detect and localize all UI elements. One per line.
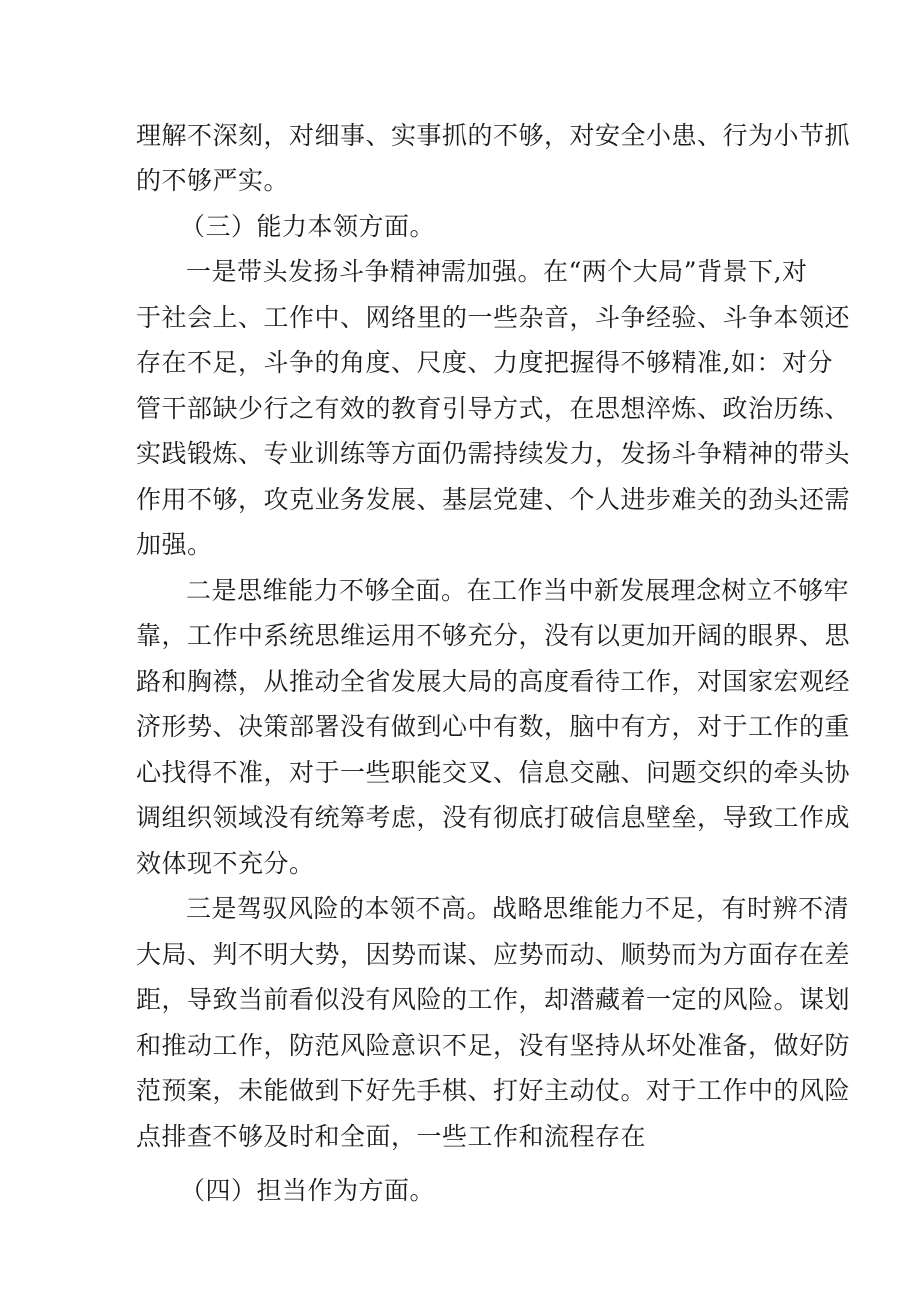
text-line: 心找得不准，对于一些职能交叉、信息交融、问题交织的牵头协 xyxy=(136,758,851,787)
text-line: 作用不够，攻克业务发展、基层党建、个人进步难关的劲头还需 xyxy=(136,485,851,514)
paragraph-first-line: 三是驾驭风险的本领不高。战略思维能力不足，有时辨不清 xyxy=(186,894,850,923)
text-line: 调组织领域没有统筹考虑，没有彻底打破信息壁垒，导致工作成 xyxy=(136,803,851,832)
text-line: 加强。 xyxy=(136,530,213,559)
text-line: 实践锻炼、专业训练等方面仍需持续发力，发扬斗争精神的带头 xyxy=(136,439,851,468)
paragraph-first-line: 二是思维能力不够全面。在工作当中新发展理念树立不够牢 xyxy=(186,576,850,605)
paragraph-first-line: 一是带头发扬斗争精神需加强。在“两个大局”背景下,对 xyxy=(186,257,808,286)
text-line: 和推动工作，防范风险意识不足，没有坚持从坏处准备，做好防 xyxy=(136,1031,851,1060)
section-heading: （四）担当作为方面。 xyxy=(180,1176,436,1205)
text-line: 范预案，未能做到下好先手棋、打好主动仗。对于工作中的风险 xyxy=(136,1076,851,1105)
text-line: 的不够严实。 xyxy=(136,166,290,195)
text-line: 理解不深刻，对细事、实事抓的不够，对安全小患、行为小节抓 xyxy=(136,121,851,150)
text-line: 距，导致当前看似没有风险的工作，却潜藏着一定的风险。谋划 xyxy=(136,985,851,1014)
text-line: 大局、判不明大势，因势而谋、应势而动、顺势而为方面存在差 xyxy=(136,940,851,969)
text-line: 存在不足，斗争的角度、尺度、力度把握得不够精准,如：对分 xyxy=(136,348,833,377)
text-line: 效体现不充分。 xyxy=(136,849,315,878)
text-line: 管干部缺少行之有效的教育引导方式，在思想淬炼、政治历练、 xyxy=(136,394,851,423)
text-line: 靠，工作中系统思维运用不够充分，没有以更加开阔的眼界、思 xyxy=(136,621,851,650)
text-line: 于社会上、工作中、网络里的一些杂音，斗争经验、斗争本领还 xyxy=(136,303,851,332)
section-heading: （三）能力本领方面。 xyxy=(180,212,436,241)
text-line: 点排查不够及时和全面，一些工作和流程存在 xyxy=(136,1122,647,1151)
text-line: 济形势、决策部署没有做到心中有数，脑中有方，对于工作的重 xyxy=(136,712,851,741)
text-line: 路和胸襟，从推动全省发展大局的高度看待工作，对国家宏观经 xyxy=(136,667,851,696)
